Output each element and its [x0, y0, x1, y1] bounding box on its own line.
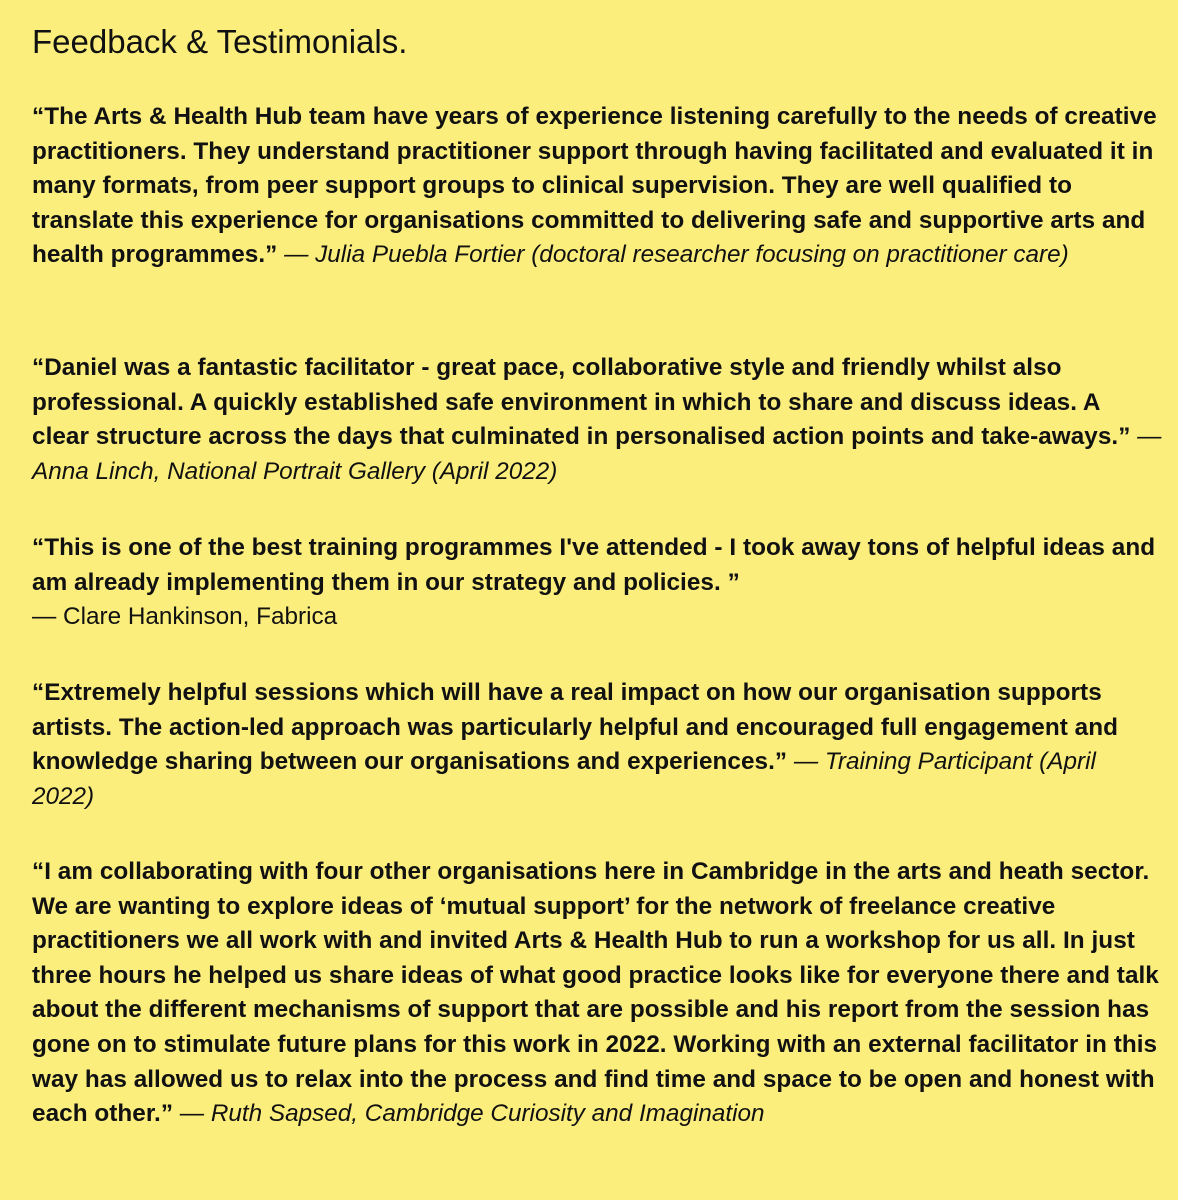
- testimonial-attribution: — Ruth Sapsed, Cambridge Curiosity and Imagination: [173, 1100, 765, 1128]
- testimonial-quote: [32, 351, 1162, 489]
- testimonial-quote: [32, 531, 1162, 635]
- testimonial-text: “Daniel was a fantastic facilitator - great pace, collaborative style and friendly whilst also professional. A quickly established safe environment in which to share and discuss ideas. A clear structure across the days that culminated in personalised action points and take-aways.”: [32, 354, 1131, 451]
- testimonial-quote: [32, 855, 1162, 1132]
- testimonial-quote: [32, 100, 1162, 273]
- testimonial-quote: [32, 676, 1162, 814]
- testimonial-attribution: — Julia Puebla Fortier (doctoral researcher focusing on practitioner care): [277, 241, 1069, 269]
- testimonial-text: “This is one of the best training programmes I've attended - I took away tons of helpful ideas and am already implementing them in our strategy and policies. ”: [32, 534, 1156, 596]
- page-title: Feedback & Testimonials.: [32, 23, 408, 60]
- testimonial-text: “The Arts & Health Hub team have years of experience listening carefully to the needs of creative practitioners. They understand practitioner support through having facilitated and evaluated it in many formats, from peer support groups to clinical supervision. They are well qualified to translate this experience for organisations committed to delivering safe and supportive arts and health programmes.”: [32, 103, 1157, 269]
- testimonial-attribution: — Training Participant (April 2022): [32, 748, 1096, 810]
- testimonial-attribution: — Anna Linch, National Portrait Gallery (April 2022): [32, 423, 1162, 485]
- testimonial-attribution: — Clare Hankinson, Fabrica: [32, 603, 338, 631]
- testimonial-text: “Extremely helpful sessions which will have a real impact on how our organisation supports artists. The action-led approach was particularly helpful and encouraged full engagement and knowledge sharing between our organisations and experiences.”: [32, 679, 1119, 776]
- testimonial-text: “I am collaborating with four other organisations here in Cambridge in the arts and heath sector. We are wanting to explore ideas of ‘mutual support’ for the network of freelance creative practitioners we all work with and invited Arts & Health Hub to run a workshop for us all. In just three hours he helped us share ideas of what good practice looks like for everyone there and talk about the different mechanisms of support that are possible and his report from the session has gone on to stimulate future plans for this work in 2022. Working with an external facilitator in this way has allowed us to relax into the process and find time and space to be open and honest with each other.”: [32, 858, 1159, 1128]
